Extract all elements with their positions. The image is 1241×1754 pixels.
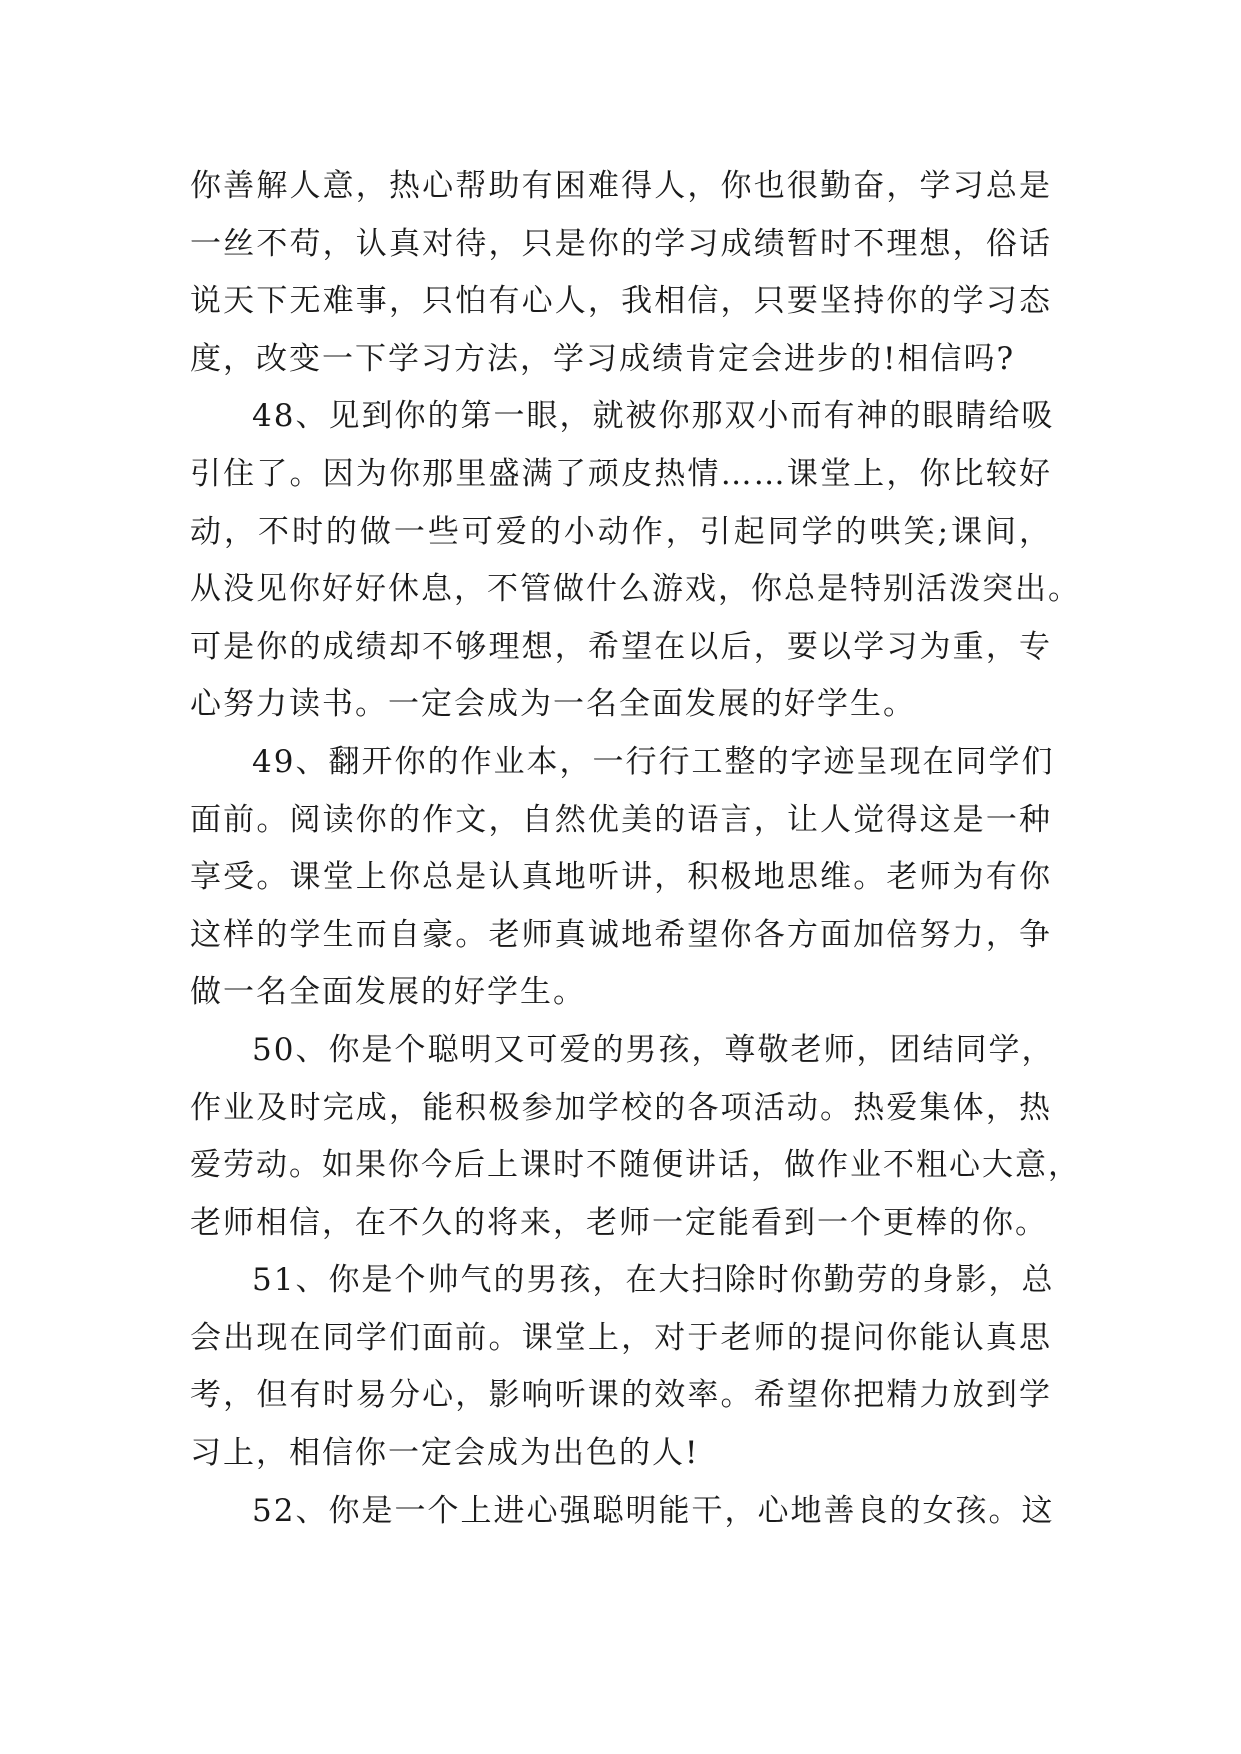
text-line: 你善解人意，热心帮助有困难得人，你也很勤奋，学习总是: [190, 168, 1052, 204]
text-line: 说天下无难事，只怕有心人，我相信，只要坚持你的学习态: [190, 283, 1052, 320]
text-line: 从没见你好好休息，不管做什么游戏，你总是特别活泼突出。: [190, 571, 1081, 608]
text-line: 52、你是一个上进心强聪明能干，心地善良的女孩。这: [252, 1492, 1055, 1529]
text-line: 爱劳动。如果你今后上课时不随便讲话，做作业不粗心大意，: [190, 1147, 1081, 1184]
text-line: 引住了。因为你那里盛满了顽皮热情……课堂上，你比较好: [190, 455, 1052, 492]
text-line: 度，改变一下学习方法，学习成绩肯定会进步的!相信吗?: [190, 340, 1016, 377]
text-line: 48、见到你的第一眼，就被你那双小而有神的眼睛给吸: [252, 398, 1055, 435]
text-line: 这样的学生而自豪。老师真诚地希望你各方面加倍努力，争: [190, 916, 1052, 953]
text-line: 可是你的成绩却不够理想，希望在以后，要以学习为重，专: [190, 628, 1052, 665]
document-body: [190, 158, 1081, 1540]
text-line: 享受。课堂上你总是认真地听讲，积极地思维。老师为有你: [190, 859, 1052, 896]
paragraph: [190, 158, 1052, 388]
text-line: 一丝不苟，认真对待，只是你的学习成绩暂时不理想，俗话: [190, 225, 1052, 262]
text-line: 考，但有时易分心，影响听课的效率。希望你把精力放到学: [190, 1377, 1052, 1414]
paragraph: [190, 388, 1081, 734]
text-line: 49、翻开你的作业本，一行行工整的字迹呈现在同学们: [252, 743, 1055, 780]
text-line: 习上，相信你一定会成为出色的人!: [190, 1435, 700, 1472]
text-line: 动，不时的做一些可爱的小动作，引起同学的哄笑;课间，: [190, 513, 1052, 550]
text-line: 老师相信，在不久的将来，老师一定能看到一个更棒的你。: [190, 1204, 1048, 1241]
text-line: 51、你是个帅气的男孩，在大扫除时你勤劳的身影，总: [252, 1262, 1055, 1299]
text-line: 做一名全面发展的好学生。: [190, 974, 586, 1011]
paragraph: [190, 1022, 1081, 1252]
paragraph: [190, 1483, 1055, 1541]
paragraph: [190, 1252, 1055, 1482]
text-line: 50、你是个聪明又可爱的男孩，尊敬老师，团结同学，: [252, 1031, 1055, 1068]
text-line: 作业及时完成，能积极参加学校的各项活动。热爱集体，热: [190, 1089, 1052, 1126]
text-line: 面前。阅读你的作文，自然优美的语言，让人觉得这是一种: [190, 801, 1052, 838]
text-line: 心努力读书。一定会成为一名全面发展的好学生。: [190, 686, 916, 723]
paragraph: [190, 734, 1055, 1022]
text-line: 会出现在同学们面前。课堂上，对于老师的提问你能认真思: [190, 1319, 1052, 1356]
